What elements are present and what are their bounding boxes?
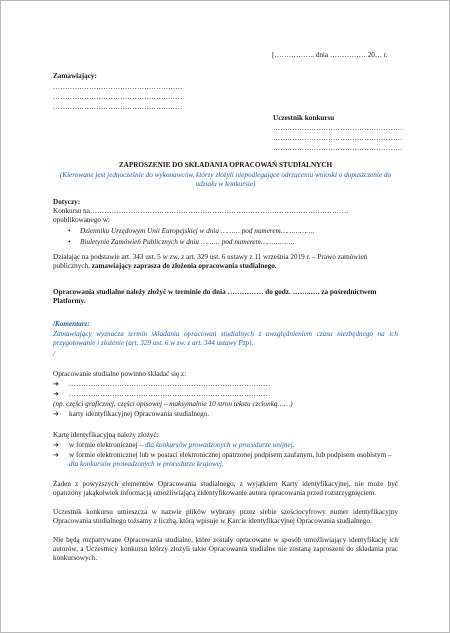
legal-basis-paragraph: Działając na podstawie art. 343 ust. 5 w zw. z art. 329 ust. 6 ustawy z 11 września 2019 r. – Prawo zamówień publicznych, zamawiający zaprasza do złożenia opracowania studialnego.: [53, 253, 368, 270]
komentarz-heading: /Komentarz:: [53, 320, 90, 328]
document-subtitle: (Kierowane jest jednocześnie do wykonawców, którzy złożyli niepodlegające odrzuceniu wnioski o dopuszczenie do udziału w konkursie): [59, 171, 392, 188]
bullet-dot-icon: •: [68, 238, 71, 246]
deadline-paragraph: Opracowania studialne należy złożyć w terminie do dnia …………… do godz. ……..…. za pośrednictwem Platformy.: [53, 288, 377, 305]
zamawiajacy-line-1: ………………………………………………: [53, 83, 183, 91]
karta-intro: Kartę identyfikacyjną należy złożyć:: [53, 431, 159, 439]
list-item: ➔ …………………………………………………………………………: [53, 380, 271, 388]
list-item: ➔ w formie elektronicznej – dla konkursów prowadzonych w procedurze unijnej,: [53, 441, 295, 449]
uczestnik-label: Uczestnik konkursu: [273, 114, 335, 122]
list-item: ➔ karty identyfikacyjnej Opracowania studialnego.: [53, 410, 210, 418]
document-title: ZAPROSZENIE DO SKŁADANIA OPRACOWAŃ STUDIALNYCH: [118, 161, 333, 169]
dotyczy-label: Dotyczy:: [53, 198, 81, 206]
zamawiajacy-line-2: ………………………………………………: [53, 93, 183, 101]
uczestnik-line-2: ………………………………………………: [273, 134, 403, 142]
right-arrow-icon: ➔: [53, 410, 59, 418]
date-line: […………….. dnia …………… 20… r.: [272, 51, 388, 59]
konkurs-line: Konkursu na……………………………………………………………………………………………… opublikowanego w:: [53, 207, 349, 224]
right-arrow-icon: ➔: [53, 390, 59, 398]
komentarz-text: Zamawiający wyznacza termin składania opracowań studialnych z uwzględnieniem czasu niezbędnego na ich przygotowanie i złożenie (art. 329 ust. 6 w zw. z art. 344 ustawy Pzp).: [53, 330, 398, 347]
anonymity-paragraph: Żaden z powyższych elementów Opracowania studialnego, z wyjątkiem Karty identyfikacyjnej, nie może być opatrzony jakąkolwiek informacją umożliwiającą zidentyfikowanie autora opracowania przed rozstrzygnięciem.: [53, 480, 398, 497]
uczestnik-line-1: ………………………………………………: [273, 124, 403, 132]
sklad-note: (np. części graficznej, części opisowej – maksymalnie 10 stron tekstu czcionką……): [53, 400, 293, 408]
uczestnik-line-3: ………………………………………………: [273, 144, 403, 152]
right-arrow-icon: ➔: [53, 380, 59, 388]
list-item: • Biuletynie Zamówień Publicznych w dniu ……… pod numerem…………….: [68, 238, 295, 246]
komentarz-close: /: [53, 350, 55, 358]
rejection-paragraph: Nie będą rozpatrywane Opracowania studialne, które zostały opracowane w sposób umożliwiający identyfikację ich autorów, a Uczestnicy konkursu którzy złożyli takie Opracowania studialne nie zostaną zaproszeni do składania prac konkursowych.: [53, 536, 398, 562]
list-item: • Dzienniku Urzędowym Unii Europejskiej w dniu ……… pod numerem…………….: [68, 227, 315, 235]
sklad-intro: Opracowanie studialne powinno składać się z:: [53, 370, 187, 378]
file-naming-paragraph: Uczestnik konkursu umieszcza w nazwie plików wybrany przez siebie sześciocyfrowy numer identyfikacyjny Opracowania studialnego tożsamy z liczbą, którą wpisuje w Karcie identyfikacyjnej Opracowania studialnego.: [53, 508, 398, 525]
zamawiajacy-line-3: ………………………………………………: [53, 103, 183, 111]
zamawiajacy-label: Zamawiający:: [53, 72, 97, 80]
list-item: ➔ w formie elektronicznej lub w postaci elektronicznej opatrzonej podpisem zaufanym, lub podpisem osobistym – dla konkursów prowadzonych w procedurze krajowej.: [53, 451, 392, 468]
bullet-dot-icon: •: [68, 227, 71, 235]
right-arrow-icon: ➔: [53, 451, 59, 459]
list-item: ➔ …………………………………………………………………………: [53, 390, 271, 398]
right-arrow-icon: ➔: [53, 441, 59, 449]
